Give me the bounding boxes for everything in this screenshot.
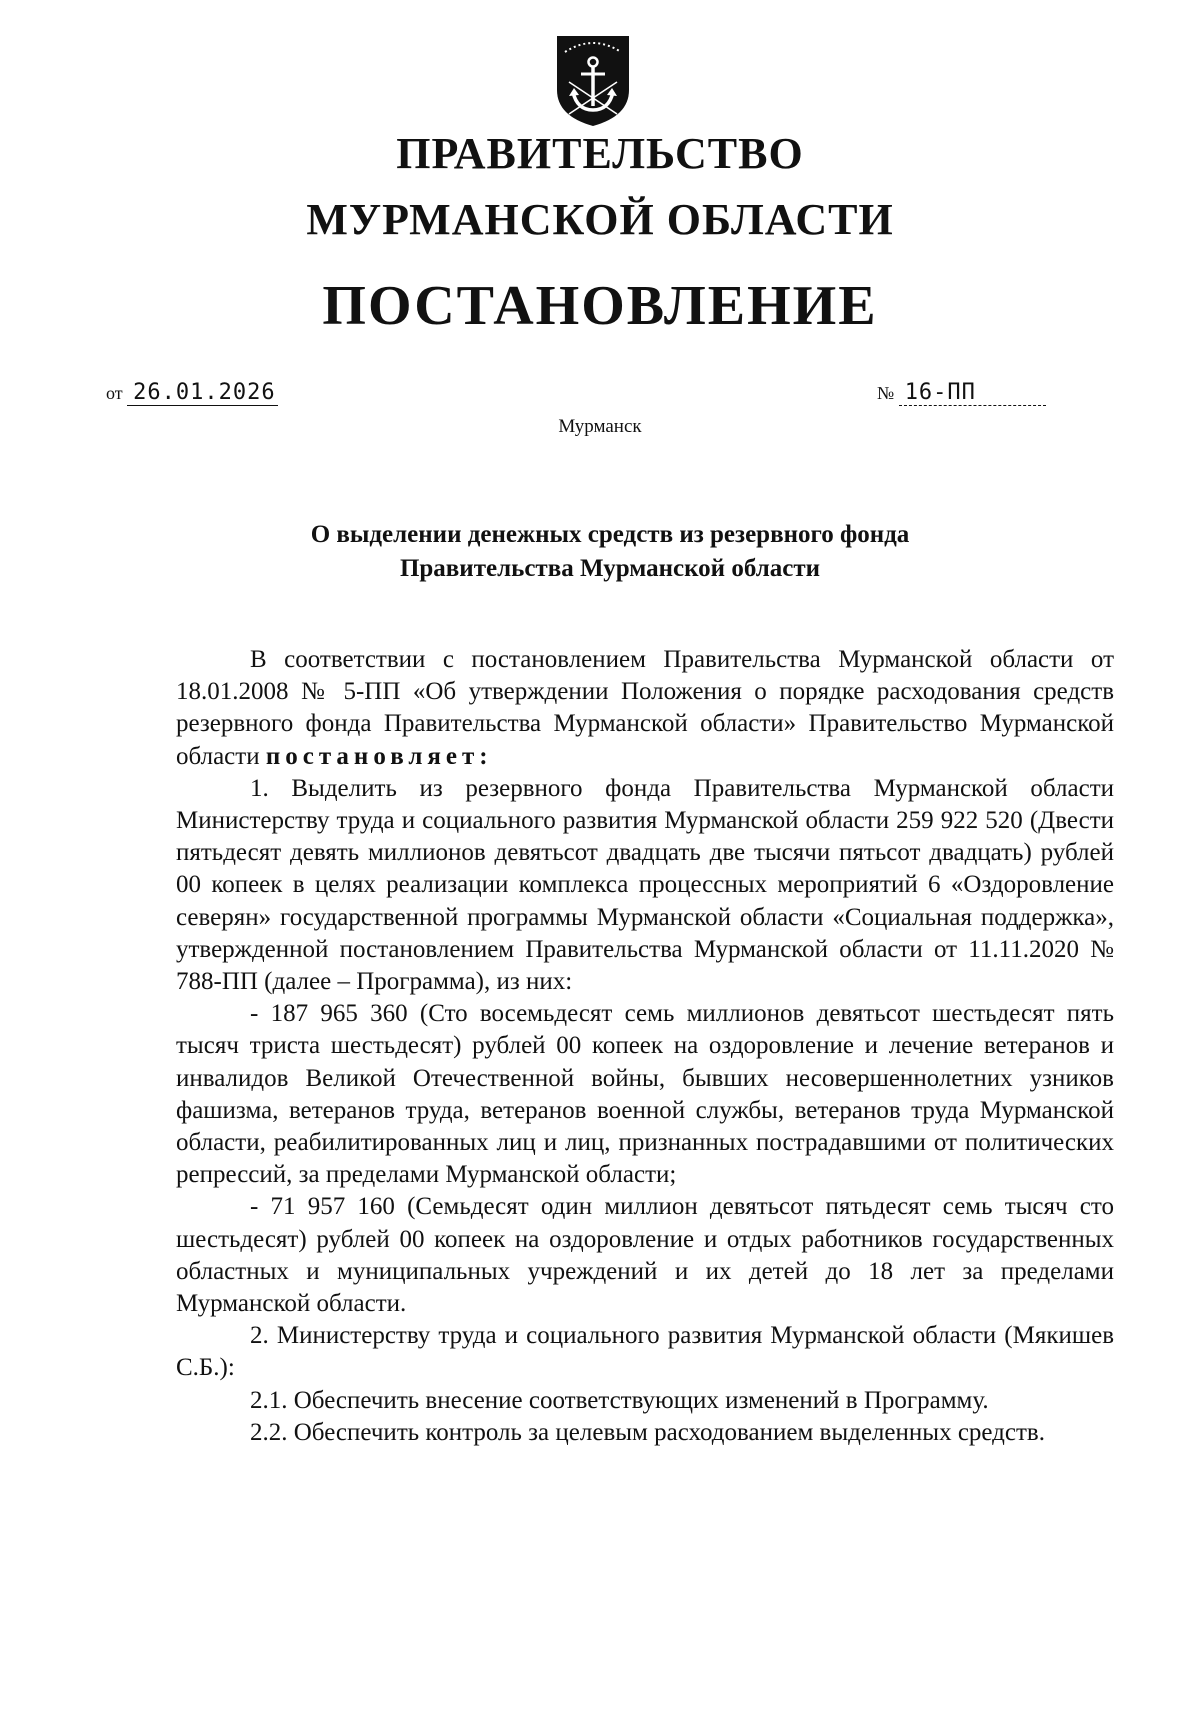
item-2: 2. Министерству труда и социального развития Мурманской области (Мякишев С.Б.): (176, 1322, 1114, 1382)
document-subject (230, 518, 990, 586)
item-1: 1. Выделить из резервного фонда Правительства Мурманской области Министерству труда и социального развития Мурманской области 259 922 520 (Двести пятьдесят девять миллионов девятьсот двадцать две тысячи пятьсот двадцать) рублей 00 копеек в целях реализации комплекса процессных мероприятий 6 «Оздоровление северян» государственной программы Мурманской области «Социальная поддержка», утвержденной постановлением Правительства Мурманской области от 11.11.2020 № 788-ПП (далее – Программа), из них: (176, 774, 1114, 996)
date-value: 26.01.2026 (127, 380, 277, 406)
number-prefix: № (877, 383, 895, 403)
document-date (106, 380, 278, 406)
coat-of-arms-anchor-icon (553, 32, 633, 128)
org-name-line2: МУРМАНСКОЙ ОБЛАСТИ (306, 195, 894, 244)
item-1-b: - 71 957 160 (Семьдесят один миллион девятьсот пятьдесят семь тысяч сто шестьдесят) рублей 00 копеек на оздоровление и отдых работников государственных областных и муниципальных учреждений и их детей до 18 лет за пределами Мурманской области. (176, 1193, 1114, 1318)
document-type: ПОСТАНОВЛЕНИЕ (322, 275, 878, 337)
org-name-line1: ПРАВИТЕЛЬСТВО (396, 129, 804, 178)
subject-line2: Правительства Мурманской области (399, 555, 821, 582)
date-prefix: от (106, 383, 123, 403)
item-2-2: 2.2. Обеспечить контроль за целевым расходованием выделенных средств. (250, 1418, 1045, 1446)
document-body (176, 644, 1114, 1449)
preamble-text: В соответствии с постановлением Правительства Мурманской области от 18.01.2008 № 5-ПП «Об утверждении Положения о порядке расходования средств резервного фонда Правительства Мурманской области» Правительство Мурманской области (176, 646, 1114, 770)
decree-word: постановляет: (265, 742, 493, 770)
preamble-paragraph (176, 644, 1114, 773)
item-1-a: - 187 965 360 (Сто восемьдесят семь миллионов девятьсот шестьдесят пять тысяч триста шестьдесят) рублей 00 копеек на оздоровление и лечение ветеранов и инвалидов Великой Отечественной войны, бывших несовершеннолетних узников фашизма, ветеранов труда, ветеранов военной службы, ветеранов труда Мурманской области, реабилитированных лиц и лиц, признанных пострадавшими от политических репрессий, за пределами Мурманской области; (176, 1000, 1114, 1189)
number-value: 16-ПП (899, 380, 1046, 406)
item-2-1: 2.1. Обеспечить внесение соответствующих изменений в Программу. (250, 1386, 989, 1414)
subject-line1: О выделении денежных средств из резервного фонда (310, 521, 910, 548)
city: Мурманск (558, 416, 642, 437)
document-number (877, 380, 1046, 406)
